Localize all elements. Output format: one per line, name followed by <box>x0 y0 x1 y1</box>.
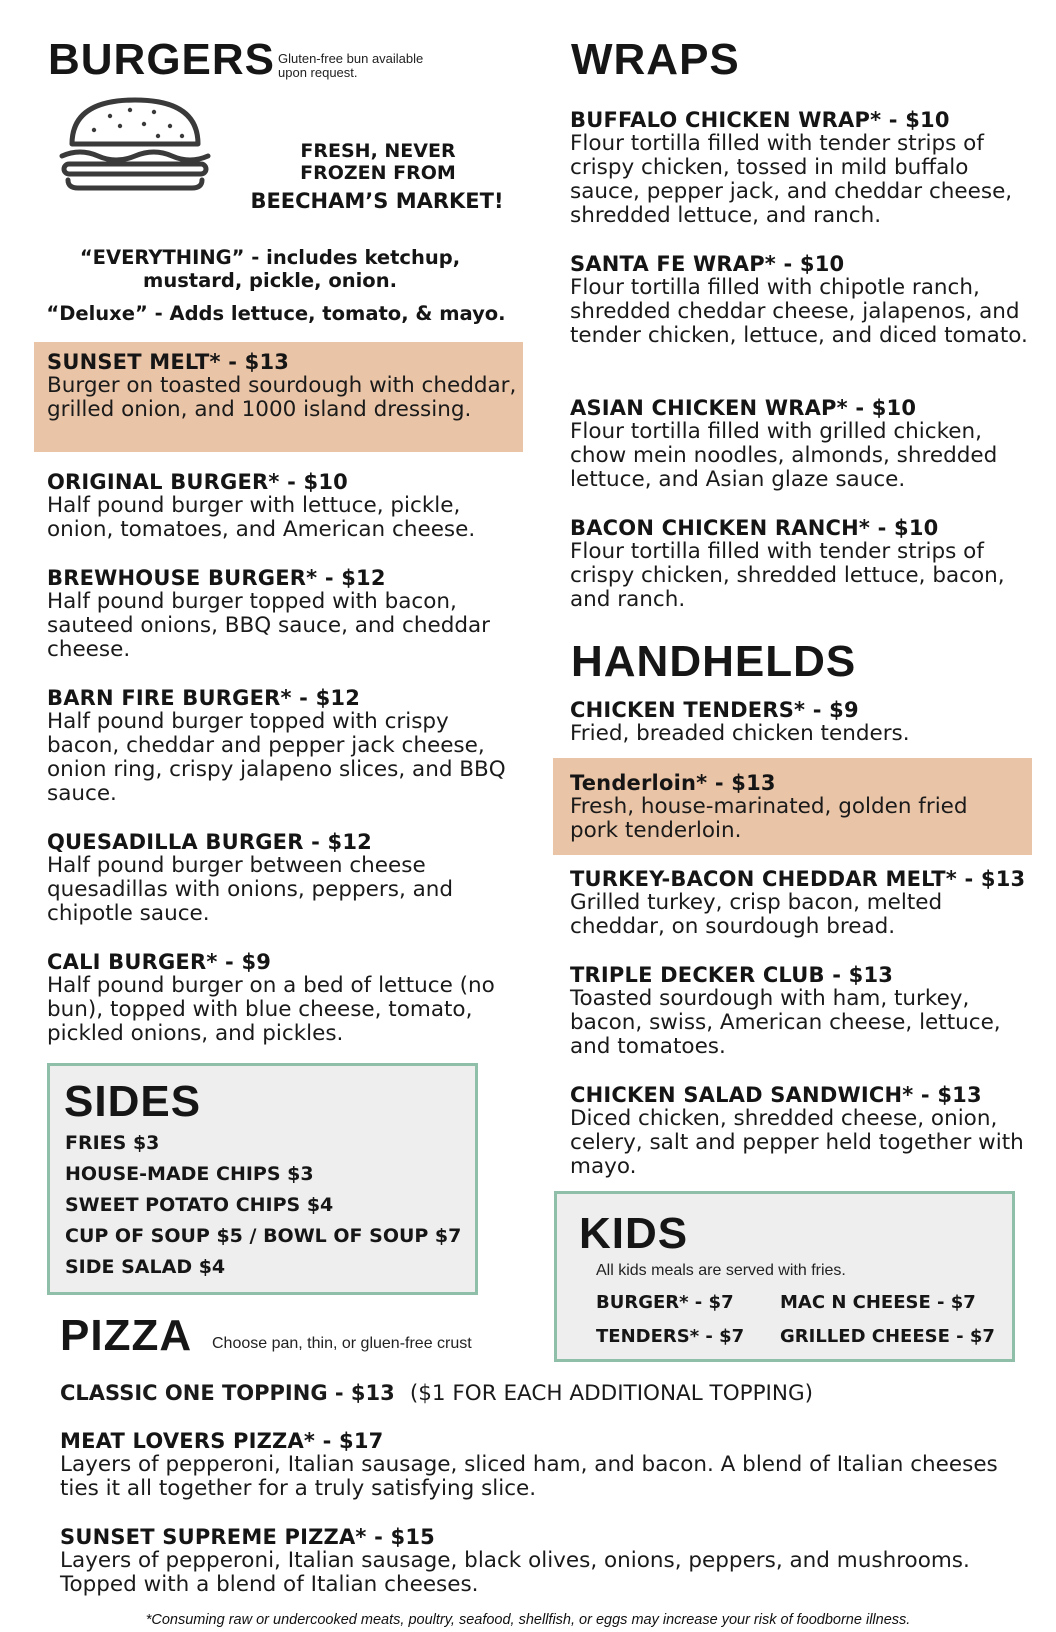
side-item: FRIES $3 <box>65 1132 160 1154</box>
item-desc: Burger on toasted sourdough with cheddar, grilled onion, and 1000 island dressing. <box>47 373 517 422</box>
menu-item <box>570 396 1040 492</box>
item-name: TURKEY-BACON CHEDDAR MELT* - $13 <box>570 867 1026 891</box>
item-name: BUFFALO CHICKEN WRAP* - $10 <box>570 108 950 132</box>
item-desc: Layers of pepperoni, Italian sausage, black olives, onions, peppers, and mushrooms. Topped with a blend of Italian cheeses. <box>60 1548 970 1597</box>
kids-heading: KIDS <box>579 1209 689 1258</box>
sides-box <box>47 1063 478 1295</box>
gluten-free-note: Gluten-free bun available upon request. <box>278 51 424 80</box>
menu-item <box>60 1429 1040 1501</box>
menu-item <box>47 830 517 926</box>
item-desc: Toasted sourdough with ham, turkey, bacon, swiss, American cheese, lettuce, and tomatoes. <box>570 986 1001 1059</box>
deluxe-note: “Deluxe” - Adds lettuce, tomato, & mayo. <box>46 302 506 325</box>
menu-item <box>570 1083 1040 1179</box>
burger-icon <box>58 96 212 192</box>
item-desc: Layers of pepperoni, Italian sausage, sliced ham, and bacon. A blend of Italian cheeses ties it all together for a truly satisfying slice. <box>60 1452 998 1501</box>
item-name: ASIAN CHICKEN WRAP* - $10 <box>570 396 917 420</box>
side-item: SIDE SALAD $4 <box>65 1256 226 1278</box>
sides-heading: SIDES <box>64 1077 202 1126</box>
item-name: QUESADILLA BURGER - $12 <box>47 830 372 854</box>
item-desc: Fried, breaded chicken tenders. <box>570 721 910 746</box>
item-name: SUNSET SUPREME PIZZA* - $15 <box>60 1525 435 1549</box>
kids-grid <box>596 1286 995 1354</box>
menu-item <box>47 686 517 806</box>
item-desc: Half pound burger between cheese quesadillas with onions, peppers, and chipotle sauce. <box>47 853 454 926</box>
kids-item: BURGER* - $7 <box>596 1292 734 1313</box>
menu-item <box>570 963 1040 1059</box>
item-desc: Flour tortilla filled with grilled chicken, chow mein noodles, almonds, shredded lettuce, and Asian glaze sauce. <box>570 419 998 492</box>
item-desc: Diced chicken, shredded cheese, onion, celery, salt and pepper held together with mayo. <box>570 1106 1024 1179</box>
item-desc: Half pound burger topped with crispy bacon, cheddar and pepper jack cheese, onion ring, crispy jalapeno slices, and BBQ sauce. <box>47 709 506 806</box>
item-name: MEAT LOVERS PIZZA* - $17 <box>60 1429 384 1453</box>
item-name: BREWHOUSE BURGER* - $12 <box>47 566 386 590</box>
side-item: SWEET POTATO CHIPS $4 <box>65 1194 334 1216</box>
kids-box <box>554 1191 1015 1362</box>
item-name: CHICKEN TENDERS* - $9 <box>570 698 859 722</box>
item-name: BACON CHICKEN RANCH* - $10 <box>570 516 939 540</box>
menu-item <box>570 698 1040 746</box>
pizza-heading: PIZZA <box>60 1311 193 1360</box>
side-item: HOUSE-MADE CHIPS $3 <box>65 1163 314 1185</box>
item-name: BARN FIRE BURGER* - $12 <box>47 686 361 710</box>
classic-pizza <box>60 1381 1040 1406</box>
item-desc: Half pound burger with lettuce, pickle, onion, tomatoes, and American cheese. <box>47 493 476 542</box>
item-name: CHICKEN SALAD SANDWICH* - $13 <box>570 1083 982 1107</box>
item-desc: Flour tortilla filled with tender strips of crispy chicken, shredded lettuce, bacon, and ranch. <box>570 539 1005 612</box>
item-desc: Flour tortilla filled with tender strips of crispy chicken, tossed in mild buffalo sauce, pepper jack, and cheddar cheese, shredded lettuce, and ranch. <box>570 131 1013 228</box>
menu-item <box>570 108 1040 228</box>
sides-list <box>65 1128 461 1283</box>
item-name: CALI BURGER* - $9 <box>47 950 272 974</box>
side-item: CUP OF SOUP $5 / BOWL OF SOUP $7 <box>65 1225 462 1247</box>
item-desc: Fresh, house-marinated, golden fried pork tenderloin. <box>570 794 968 843</box>
menu-item <box>47 950 517 1046</box>
menu-item <box>570 771 1020 843</box>
burgers-heading: BURGERS <box>48 35 276 84</box>
handhelds-heading: HANDHELDS <box>571 637 857 686</box>
wraps-heading: WRAPS <box>571 35 740 84</box>
menu-item <box>47 470 517 542</box>
footer-disclaimer: *Consuming raw or undercooked meats, poultry, seafood, shellfish, or eggs may increase your risk of foodborne illness. <box>145 1612 911 1628</box>
menu-item <box>570 516 1040 612</box>
item-desc: Grilled turkey, crisp bacon, melted cheddar, on sourdough bread. <box>570 890 943 939</box>
menu-item <box>47 566 517 662</box>
kids-item: TENDERS* - $7 <box>596 1326 745 1347</box>
menu-item <box>60 1525 1040 1597</box>
item-desc: Flour tortilla filled with chipotle ranch, shredded cheddar cheese, jalapenos, and tender chicken, lettuce, and diced tomato. <box>570 275 1028 348</box>
item-name: ORIGINAL BURGER* - $10 <box>47 470 348 494</box>
everything-note: “EVERYTHING” - includes ketchup, mustard, pickle, onion. <box>79 246 461 292</box>
pizza-note: Choose pan, thin, or gluen-free crust <box>212 1335 472 1352</box>
item-desc: Half pound burger on a bed of lettuce (no bun), topped with blue cheese, tomato, pickled onions, and pickles. <box>47 973 495 1046</box>
fresh-note: FRESH, NEVER FROZEN FROM <box>300 140 456 184</box>
item-name: SANTA FE WRAP* - $10 <box>570 252 845 276</box>
menu-item <box>47 350 517 422</box>
classic-pizza-note: ($1 FOR EACH ADDITIONAL TOPPING) <box>409 1381 814 1406</box>
market-note: BEECHAM’S MARKET! <box>250 189 504 213</box>
item-name: Tenderloin* - $13 <box>570 771 776 795</box>
kids-item: MAC N CHEESE - $7 <box>780 1292 976 1313</box>
classic-pizza-name: CLASSIC ONE TOPPING - $13 <box>60 1381 395 1405</box>
item-desc: Half pound burger topped with bacon, sauteed onions, BBQ sauce, and cheddar cheese. <box>47 589 491 662</box>
menu-item <box>570 252 1040 348</box>
item-name: TRIPLE DECKER CLUB - $13 <box>570 963 894 987</box>
kids-note: All kids meals are served with fries. <box>596 1262 846 1279</box>
item-name: SUNSET MELT* - $13 <box>47 350 290 374</box>
menu-item <box>570 867 1040 939</box>
kids-item: GRILLED CHEESE - $7 <box>780 1326 995 1347</box>
